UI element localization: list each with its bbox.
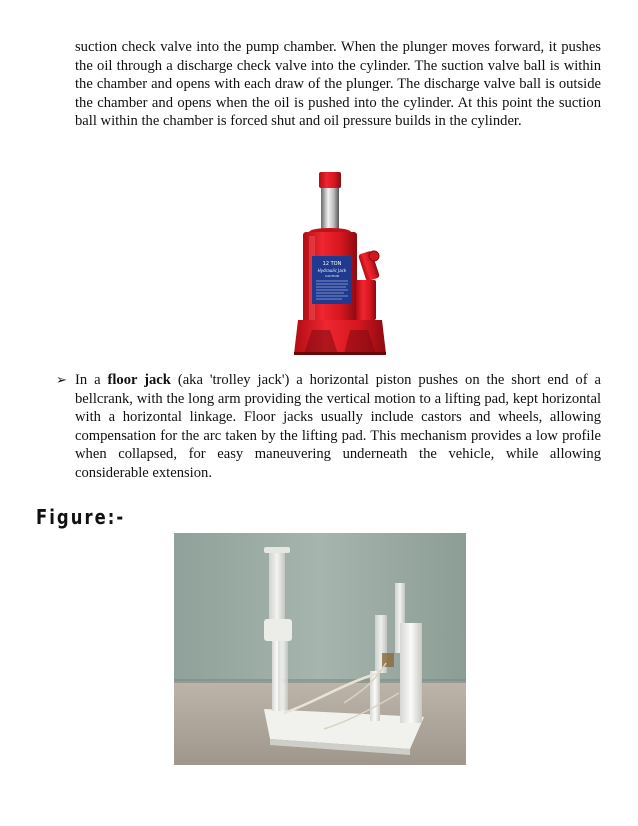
figure-heading: Figure:- <box>36 505 126 529</box>
body-paragraph: suction check valve into the pump chamber. When the plunger moves forward, it pushes the oil through a discharge check valve into the cylinder. The suction valve ball is within the chamber and opens with each draw of the plunger. The discharge valve ball is outside the chamber and opens when the oil is pushed into the cylinder. At this point the suction ball within the chamber is forced shut and oil pressure builds in the cylinder. <box>75 39 601 130</box>
bullet-term: floor jack <box>107 372 171 388</box>
hydraulic-model-photo <box>174 533 466 765</box>
bullet-intro: In a <box>75 372 108 388</box>
label-capacity: 12 TON <box>322 261 342 267</box>
label-caution: CAUTION <box>325 274 339 278</box>
bottle-jack-photo <box>290 170 392 356</box>
bullet-paragraph <box>75 371 601 483</box>
bullet-arrow-icon: ➢ <box>56 372 67 387</box>
bullet-text: (aka 'trolley jack') a horizontal piston pushes on the short end of a bellcrank, with the long arm providing the vertical motion to a lifting pad, kept horizontal with a horizontal linkage. Floor jacks usually include castors and wheels, allowing compensation for the arc taken by the lifting pad. This mechanism provides a low profile when collapsed, for easy maneuvering underneath the vehicle, while allowing considerable extension. <box>75 372 601 481</box>
label-title: Hydraulic Jack <box>317 268 347 273</box>
